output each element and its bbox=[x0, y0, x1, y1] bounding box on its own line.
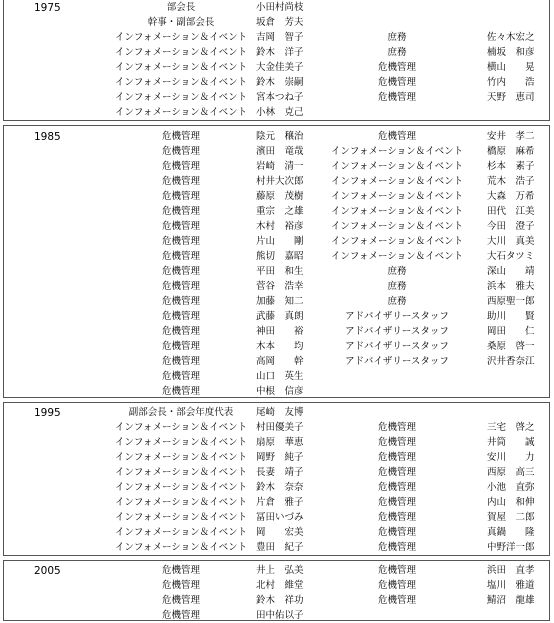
role-left: 危機管理 bbox=[161, 610, 200, 621]
role-right: 危機管理 bbox=[377, 512, 416, 523]
role-left: 危機管理 bbox=[161, 221, 200, 232]
role-right: 庶務 bbox=[387, 266, 407, 277]
role-left: インフォメーション＆イベント bbox=[114, 452, 248, 463]
name-right: 中野洋一郎 bbox=[487, 542, 535, 553]
name-left: 鈴木 奈奈 bbox=[256, 482, 304, 493]
section-year: 1985 bbox=[34, 131, 61, 143]
role-left: 部会長 bbox=[166, 2, 196, 13]
role-left: 危機管理 bbox=[161, 565, 200, 576]
role-left: 副部会長・部会年度代表 bbox=[128, 407, 234, 418]
role-left: インフォメーション＆イベント bbox=[114, 77, 248, 88]
name-right: 沢井香奈江 bbox=[487, 356, 535, 367]
role-right: インフォメーション＆イベント bbox=[330, 146, 464, 157]
name-right: 真鍋 隆 bbox=[487, 527, 535, 538]
roster-row bbox=[4, 105, 549, 120]
role-right: 庶務 bbox=[387, 32, 407, 43]
name-right: 鯖沼 龍雄 bbox=[487, 595, 535, 606]
name-right: 佐々木宏之 bbox=[487, 32, 535, 43]
name-left: 重宗 之雄 bbox=[256, 206, 304, 217]
roster-row bbox=[4, 450, 549, 465]
section-0 bbox=[3, 0, 550, 121]
name-right: 西原 高三 bbox=[487, 467, 535, 478]
role-right: 危機管理 bbox=[377, 565, 416, 576]
roster-row bbox=[4, 15, 549, 30]
name-left: 岡野 純子 bbox=[256, 452, 304, 463]
name-left: 武藤 真朗 bbox=[256, 311, 304, 322]
name-left: 菅谷 浩幸 bbox=[256, 281, 304, 292]
role-left: 危機管理 bbox=[161, 356, 200, 367]
role-left: インフォメーション＆イベント bbox=[114, 62, 248, 73]
roster-row bbox=[4, 405, 549, 420]
roster-row bbox=[4, 129, 549, 144]
name-left: 鈴木 洋子 bbox=[256, 47, 304, 58]
role-left: 危機管理 bbox=[161, 236, 200, 247]
name-right: 浜田 直孝 bbox=[487, 565, 535, 576]
name-right: 桑原 啓一 bbox=[487, 341, 535, 352]
name-left: 豊田 紀子 bbox=[256, 542, 304, 553]
role-right: アドバイザリースタッフ bbox=[345, 356, 449, 367]
role-left: 危機管理 bbox=[161, 131, 200, 142]
section-year: 2005 bbox=[34, 565, 61, 577]
role-left: 幹事・副部会長 bbox=[147, 17, 215, 28]
role-left: 危機管理 bbox=[161, 595, 200, 606]
name-left: 中根 信彦 bbox=[256, 386, 304, 397]
roster-row bbox=[4, 593, 549, 608]
name-left: 村井大次郎 bbox=[256, 176, 304, 187]
name-left: 鈴木 崇嗣 bbox=[256, 77, 304, 88]
name-left: 小林 克己 bbox=[256, 107, 304, 118]
role-right: 危機管理 bbox=[377, 580, 416, 591]
name-left: 平田 和生 bbox=[256, 266, 304, 277]
name-left: 冨田いづみ bbox=[256, 512, 304, 523]
name-left: 鈴木 祥功 bbox=[256, 595, 304, 606]
name-right: 横山 晃 bbox=[487, 62, 535, 73]
name-right: 西原聖一郎 bbox=[487, 296, 535, 307]
name-left: 長妻 靖子 bbox=[256, 467, 304, 478]
name-right: 安井 孝二 bbox=[487, 131, 535, 142]
roster-row bbox=[4, 578, 549, 593]
name-left: 濱田 竜哉 bbox=[256, 146, 304, 157]
role-right: 危機管理 bbox=[377, 77, 416, 88]
name-right: 田代 江美 bbox=[487, 206, 535, 217]
roster-row bbox=[4, 60, 549, 75]
role-left: インフォメーション＆イベント bbox=[114, 437, 248, 448]
role-right: インフォメーション＆イベント bbox=[330, 176, 464, 187]
role-left: 危機管理 bbox=[161, 296, 200, 307]
roster-row bbox=[4, 219, 549, 234]
name-left: 岡 宏美 bbox=[256, 527, 304, 538]
name-left: 山口 英生 bbox=[256, 371, 304, 382]
role-right: 庶務 bbox=[387, 296, 407, 307]
roster-row bbox=[4, 249, 549, 264]
role-left: インフォメーション＆イベント bbox=[114, 497, 248, 508]
name-right: 安川 力 bbox=[487, 452, 535, 463]
role-left: 危機管理 bbox=[161, 161, 200, 172]
role-left: 危機管理 bbox=[161, 251, 200, 262]
name-right: 大森 万希 bbox=[487, 191, 535, 202]
roster-row bbox=[4, 495, 549, 510]
name-left: 扇原 華恵 bbox=[256, 437, 304, 448]
role-left: インフォメーション＆イベント bbox=[114, 92, 248, 103]
role-right: 危機管理 bbox=[377, 62, 416, 73]
roster-row bbox=[4, 480, 549, 495]
roster-row bbox=[4, 525, 549, 540]
name-left: 坂倉 芳夫 bbox=[256, 17, 304, 28]
role-left: インフォメーション＆イベント bbox=[114, 467, 248, 478]
name-right: 杉本 素子 bbox=[487, 161, 535, 172]
role-left: 危機管理 bbox=[161, 311, 200, 322]
name-right: 岡田 仁 bbox=[487, 326, 535, 337]
roster-row bbox=[4, 465, 549, 480]
role-right: 庶務 bbox=[387, 47, 407, 58]
role-right: アドバイザリースタッフ bbox=[345, 326, 449, 337]
name-left: 熊切 嘉昭 bbox=[256, 251, 304, 262]
roster-row bbox=[4, 264, 549, 279]
role-left: インフォメーション＆イベント bbox=[114, 107, 248, 118]
name-left: 岩崎 清一 bbox=[256, 161, 304, 172]
name-left: 宮本つね子 bbox=[256, 92, 304, 103]
role-left: 危機管理 bbox=[161, 371, 200, 382]
name-left: 高岡 幹 bbox=[256, 356, 304, 367]
section-3 bbox=[3, 560, 550, 621]
name-left: 木本 均 bbox=[256, 341, 304, 352]
roster-row bbox=[4, 339, 549, 354]
role-left: 危機管理 bbox=[161, 341, 200, 352]
roster-row bbox=[4, 234, 549, 249]
name-left: 井上 弘美 bbox=[256, 565, 304, 576]
name-right: 大川 真美 bbox=[487, 236, 535, 247]
roster-row bbox=[4, 540, 549, 555]
roster-row bbox=[4, 324, 549, 339]
role-left: インフォメーション＆イベント bbox=[114, 512, 248, 523]
role-right: 危機管理 bbox=[377, 542, 416, 553]
section-2 bbox=[3, 402, 550, 556]
role-left: インフォメーション＆イベント bbox=[114, 47, 248, 58]
roster-row bbox=[4, 279, 549, 294]
section-year: 1975 bbox=[34, 2, 61, 14]
role-left: インフォメーション＆イベント bbox=[114, 542, 248, 553]
name-left: 片山 剛 bbox=[256, 236, 304, 247]
name-right: 井筒 誠 bbox=[487, 437, 535, 448]
name-right: 今田 澄子 bbox=[487, 221, 535, 232]
name-left: 村田優美子 bbox=[256, 422, 304, 433]
role-left: 危機管理 bbox=[161, 281, 200, 292]
section-year: 1995 bbox=[34, 407, 61, 419]
role-left: インフォメーション＆イベント bbox=[114, 482, 248, 493]
role-left: 危機管理 bbox=[161, 580, 200, 591]
role-right: 危機管理 bbox=[377, 497, 416, 508]
name-right: 三宅 啓之 bbox=[487, 422, 535, 433]
name-right: 竹内 浩 bbox=[487, 77, 535, 88]
name-right: 大石タツミ bbox=[487, 251, 535, 262]
role-left: 危機管理 bbox=[161, 326, 200, 337]
name-right: 荒木 浩子 bbox=[487, 176, 535, 187]
role-right: 庶務 bbox=[387, 281, 407, 292]
role-left: 危機管理 bbox=[161, 146, 200, 157]
name-left: 加藤 知二 bbox=[256, 296, 304, 307]
name-right: 小池 直弥 bbox=[487, 482, 535, 493]
name-right: 楠坂 和彦 bbox=[487, 47, 535, 58]
roster-row bbox=[4, 159, 549, 174]
name-right: 塩川 雅道 bbox=[487, 580, 535, 591]
role-left: 危機管理 bbox=[161, 386, 200, 397]
role-left: 危機管理 bbox=[161, 206, 200, 217]
roster-row bbox=[4, 75, 549, 90]
roster-row bbox=[4, 420, 549, 435]
roster-row bbox=[4, 354, 549, 369]
name-right: 内山 和伸 bbox=[487, 497, 535, 508]
roster-row bbox=[4, 294, 549, 309]
name-left: 田中佑以子 bbox=[256, 610, 304, 621]
name-right: 深山 靖 bbox=[487, 266, 535, 277]
role-right: インフォメーション＆イベント bbox=[330, 161, 464, 172]
role-left: インフォメーション＆イベント bbox=[114, 422, 248, 433]
role-right: 危機管理 bbox=[377, 437, 416, 448]
name-left: 尾崎 友博 bbox=[256, 407, 304, 418]
name-left: 陰元 穣治 bbox=[256, 131, 304, 142]
role-right: インフォメーション＆イベント bbox=[330, 206, 464, 217]
section-1 bbox=[3, 125, 550, 398]
roster-row bbox=[4, 174, 549, 189]
roster-row bbox=[4, 204, 549, 219]
role-right: 危機管理 bbox=[377, 92, 416, 103]
roster-row bbox=[4, 30, 549, 45]
role-right: アドバイザリースタッフ bbox=[345, 341, 449, 352]
role-right: 危機管理 bbox=[377, 422, 416, 433]
roster-row bbox=[4, 90, 549, 105]
role-right: インフォメーション＆イベント bbox=[330, 191, 464, 202]
role-left: インフォメーション＆イベント bbox=[114, 32, 248, 43]
role-right: 危機管理 bbox=[377, 452, 416, 463]
name-right: 賀屋 二郎 bbox=[487, 512, 535, 523]
role-left: 危機管理 bbox=[161, 176, 200, 187]
role-right: インフォメーション＆イベント bbox=[330, 236, 464, 247]
name-left: 片倉 雅子 bbox=[256, 497, 304, 508]
role-right: 危機管理 bbox=[377, 482, 416, 493]
role-right: 危機管理 bbox=[377, 595, 416, 606]
name-left: 北村 維堂 bbox=[256, 580, 304, 591]
role-right: 危機管理 bbox=[377, 467, 416, 478]
roster-row bbox=[4, 369, 549, 384]
role-right: インフォメーション＆イベント bbox=[330, 251, 464, 262]
role-right: 危機管理 bbox=[377, 131, 416, 142]
role-left: 危機管理 bbox=[161, 266, 200, 277]
name-right: 浜本 雅夫 bbox=[487, 281, 535, 292]
roster-row bbox=[4, 384, 549, 399]
roster-row bbox=[4, 510, 549, 525]
role-left: インフォメーション＆イベント bbox=[114, 527, 248, 538]
name-left: 小田村尚枝 bbox=[256, 2, 304, 13]
roster-row bbox=[4, 435, 549, 450]
name-left: 木村 裕彦 bbox=[256, 221, 304, 232]
roster-row bbox=[4, 0, 549, 15]
name-right: 橋原 麻希 bbox=[487, 146, 535, 157]
roster-row bbox=[4, 563, 549, 578]
roster-row bbox=[4, 309, 549, 324]
name-right: 天野 恵司 bbox=[487, 92, 535, 103]
roster-row bbox=[4, 45, 549, 60]
role-right: 危機管理 bbox=[377, 527, 416, 538]
name-left: 大金佳美子 bbox=[256, 62, 304, 73]
name-right: 助川 賢 bbox=[487, 311, 535, 322]
name-left: 藤原 茂樹 bbox=[256, 191, 304, 202]
role-left: 危機管理 bbox=[161, 191, 200, 202]
name-left: 神田 裕 bbox=[256, 326, 304, 337]
role-right: インフォメーション＆イベント bbox=[330, 221, 464, 232]
roster-row bbox=[4, 189, 549, 204]
roster-row bbox=[4, 144, 549, 159]
name-left: 吉岡 智子 bbox=[256, 32, 304, 43]
role-right: アドバイザリースタッフ bbox=[345, 311, 449, 322]
